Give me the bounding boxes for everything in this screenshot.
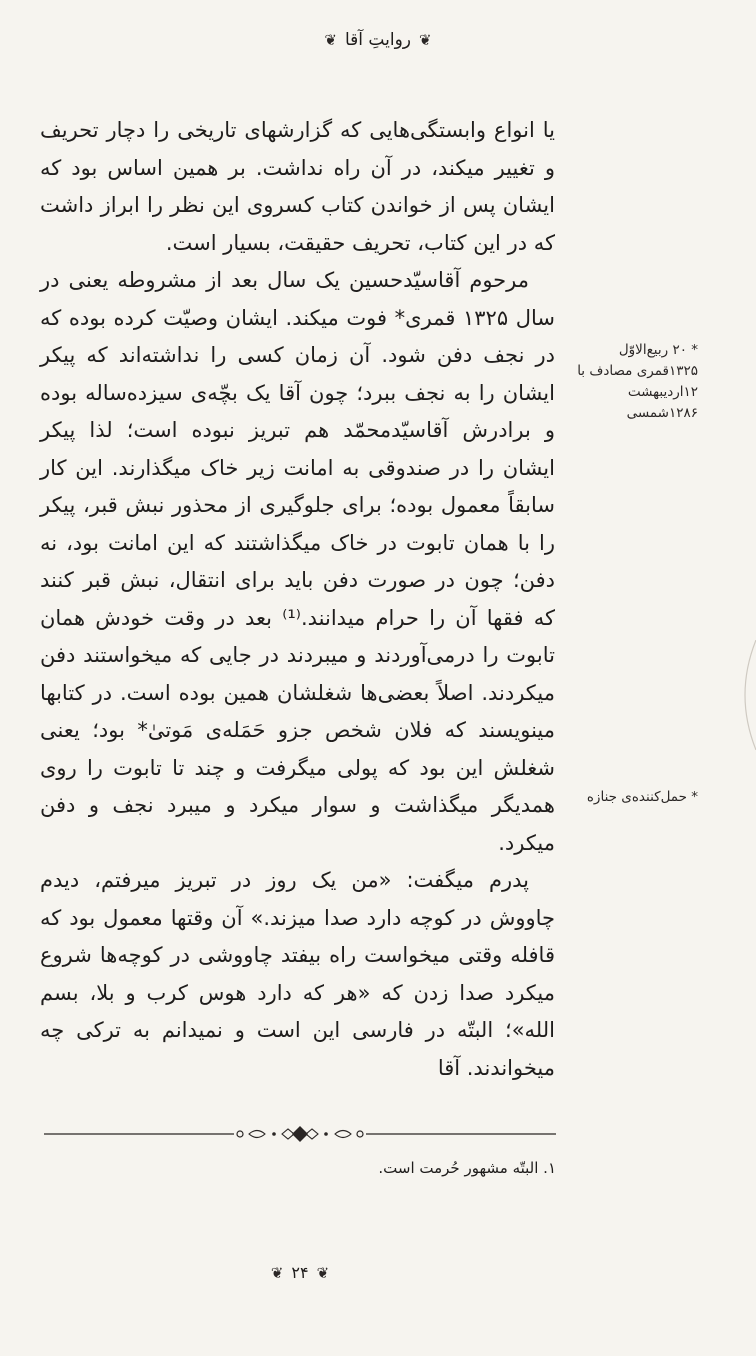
separator-ornament-icon (44, 1120, 556, 1148)
page-edge-curve-icon (734, 640, 756, 750)
page-number: ۲۴ (291, 1263, 309, 1282)
margin-note-definition: * حمل‌کننده‌ی جنازه (586, 789, 698, 805)
running-header (0, 30, 756, 50)
footnote: ۱. البتّه مشهور حُرمت است. (378, 1159, 556, 1177)
paragraph-2: مرحوم آقاسیّدحسین یک سال بعد از مشروطه یعنی در سال ۱۳۲۵ قمری* فوت میکند. ایشان وصیّت کرده بوده که در نجف دفن شود. آن زمان کسی را نداشته‌اند که پیکر ایشان را به نجف ببرد؛ چون آقا یک بچّه‌ی سیزده‌ساله بوده و برادرش آقاسیّدمحمّد هم تبریز نبوده است؛ لذا پیکر ایشان را در صندوقی به امانت زیر خاک میگذارند. این کار سابقاً معمول بوده؛ برای جلوگیری از محذور نبش قبر، پیکر را با همان تابوت در خاک میگذاشتند که این امانت بود، نه دفن؛ چون در صورت دفن باید برای انتقال، نبش قبر کنند که فقها آن را حرام میدانند.⁽¹⁾ بعد در وقت خودش همان تابوت را درمی‌آوردند و میبردند در جایی که میخواستند دفن میکردند. اصلاً بعضی‌ها شغلشان همین بوده است. در کتابها مینویسند که فلان شخص جزو حَمَله‌ی مَوتیٰ* بود؛ یعنی شغلش این بود که پولی میگرفت و چند تا تابوت را روی همدیگر میگذاشت و سوار میکرد و میبرد نجف و دفن میکرد. (40, 268, 555, 855)
margin-note-date: * ۲۰ ربیع‌الاوّل ۱۳۲۵قمری مصادف با ۱۲اردیبهشت ۱۲۸۶شمسی (577, 342, 698, 421)
paragraph-3: پدرم میگفت: «من یک روز در تبریز میرفتم، دیدم چاووش در کوچه دارد صدا میزند.» آن وقتها معمول بود که قافله وقتی میخواست راه بیفتد چاووشی در کوچه‌ها شروع میکرد صدا زدن که «هر که دارد هوس کرب و بلا، بسم الله»؛ البتّه در فارسی این است و نمیدانم به ترکی چه میخواندند. آقا (40, 868, 555, 1080)
paragraph-1: یا انواع وابستگی‌هایی که گزارشهای تاریخی را دچار تحریف و تغییر میکند، در آن راه نداشت. بر همین اساس بود که ایشان پس از خواندن کتاب کسروی این نظر را ابراز داشت که در این کتاب، تحریف حقیقت، بسیار است. (40, 118, 555, 255)
page-number-block (0, 1263, 600, 1282)
main-text (40, 112, 555, 1087)
header-ornament-left: ❦ (324, 31, 337, 49)
header-ornament-right: ❦ (419, 31, 432, 49)
footnote-separator (44, 1120, 556, 1148)
header-title: روایتِ آقا (345, 30, 411, 50)
page-ornament-left-icon: ❦ (316, 1263, 330, 1282)
page-ornament-right-icon: ❦ (270, 1263, 284, 1282)
